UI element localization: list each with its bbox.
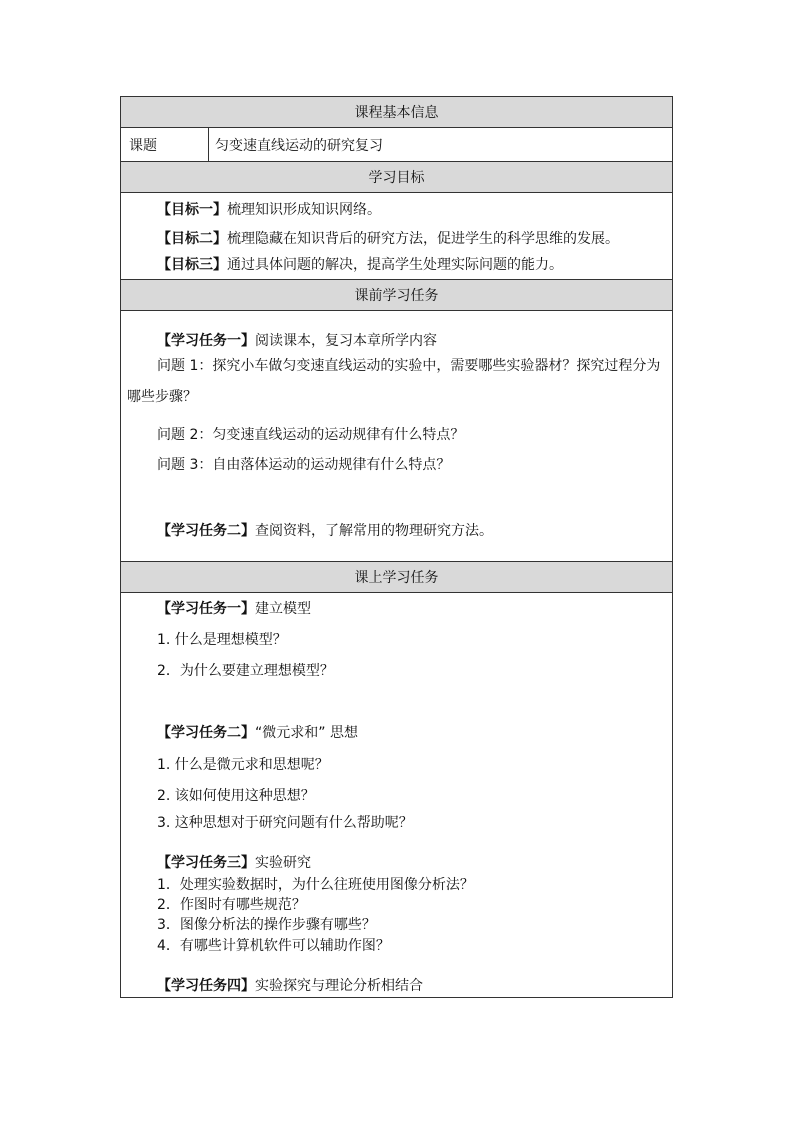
in-task-3-item: 1．处理实验数据时，为什么往班使用图像分析法？ [157,877,474,893]
basic-info-title: 课程基本信息 [354,105,439,121]
goals-header [121,162,672,193]
goal-3-tag: 【目标三】 [157,257,227,273]
in-task-3 [157,853,311,873]
goal-2 [157,229,619,249]
in-task-3-item: 2．作图时有哪些规范？ [157,897,306,913]
pre-question-1-text: 问题 1：探究小车做匀变速直线运动的实验中，需要哪些实验器材？探究过程分为哪些步骤？ [127,358,661,405]
topic-row [121,128,672,162]
in-task-3-text: 实验研究 [255,855,311,871]
in-class-header [121,561,672,593]
pre-task-title: 课前学习任务 [354,288,439,304]
in-task-2-text: “微元求和” 思想 [255,725,358,741]
in-task-2-item: 2. 该如何使用这种思想？ [157,788,315,804]
topic-value: 匀变速直线运动的研究复习 [215,137,383,154]
in-task-2-item: 1. 什么是微元求和思想呢？ [157,757,329,773]
lesson-table [120,96,673,998]
pre-task-2 [157,521,493,541]
goal-3 [157,255,563,275]
in-task-4-tag: 【学习任务四】 [157,978,255,994]
in-task-3-item: 3．图像分析法的操作步骤有哪些？ [157,917,376,933]
in-task-3-item: 4．有哪些计算机软件可以辅助作图？ [157,938,390,954]
goal-1 [157,200,381,220]
goal-1-tag: 【目标一】 [157,202,227,218]
pre-task-1-tag: 【学习任务一】 [157,333,255,349]
in-task-1-tag: 【学习任务一】 [157,601,255,617]
in-class-title: 课上学习任务 [354,570,439,586]
pre-question-3: 问题 3：自由落体运动的运动规律有什么特点？ [157,457,451,473]
pre-task-2-text: 查阅资料，了解常用的物理研究方法。 [255,523,493,539]
in-task-2 [157,723,358,743]
pre-question-2: 问题 2：匀变速直线运动的运动规律有什么特点？ [157,427,465,443]
topic-label: 课题 [121,128,209,161]
in-class-section [121,593,672,998]
goal-1-text: 梳理知识形成知识网络。 [227,202,381,218]
goal-2-tag: 【目标二】 [157,231,227,247]
pre-task-1 [157,331,437,351]
pre-task-2-tag: 【学习任务二】 [157,523,255,539]
basic-info-header [121,97,672,128]
in-task-4 [157,976,423,996]
goals-section [121,193,672,279]
in-task-4-text: 实验探究与理论分析相结合 [255,978,423,994]
in-task-1-item: 1. 什么是理想模型？ [157,632,287,648]
pre-task-1-text: 阅读课本，复习本章所学内容 [255,333,437,349]
goal-2-text: 梳理隐藏在知识背后的研究方法，促进学生的科学思维的发展。 [227,231,619,247]
in-task-1 [157,599,311,619]
in-task-2-item: 3. 这种思想对于研究问题有什么帮助呢？ [157,815,413,831]
goal-3-text: 通过具体问题的解决，提高学生处理实际问题的能力。 [227,257,563,273]
goals-title: 学习目标 [368,170,425,186]
pre-task-header [121,279,672,311]
pre-question-1 [121,351,674,413]
in-task-1-item: 2．为什么要建立理想模型？ [157,663,334,679]
in-task-3-tag: 【学习任务三】 [157,855,255,871]
in-task-2-tag: 【学习任务二】 [157,725,255,741]
pre-task-section [121,311,672,561]
in-task-1-text: 建立模型 [255,601,311,617]
